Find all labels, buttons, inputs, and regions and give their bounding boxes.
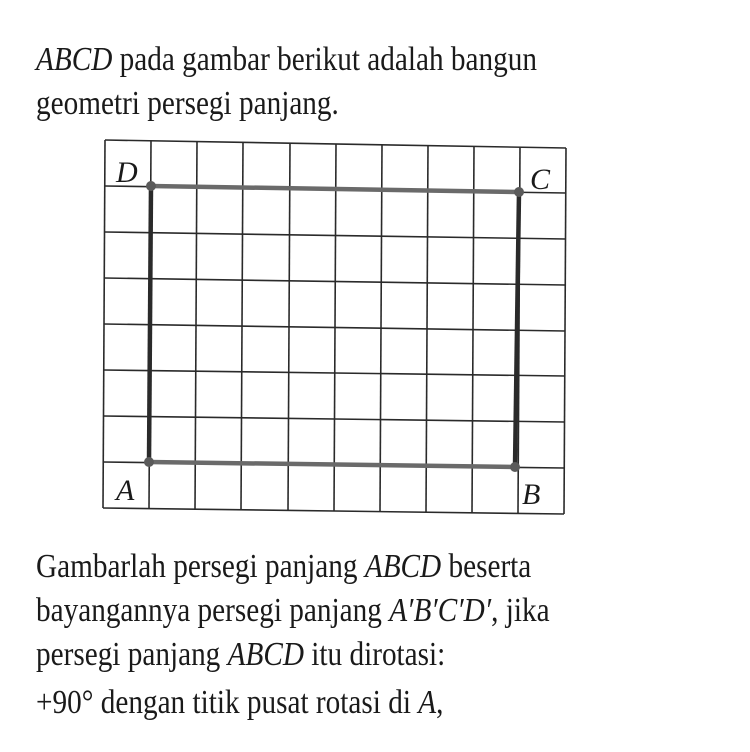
rectangle-name: ABCD bbox=[227, 636, 304, 673]
image-rectangle-name: A′B′C′D′ bbox=[389, 592, 492, 629]
question-line-1: Gambarlah persegi panjang ABCD beserta bbox=[36, 548, 532, 585]
question-line-2: bayangannya persegi panjang A′B′C′D′, jika bbox=[36, 592, 550, 629]
side-da bbox=[149, 186, 151, 462]
rectangle-name: ABCD bbox=[36, 41, 113, 78]
label-b: B bbox=[522, 478, 541, 511]
label-d: D bbox=[116, 156, 138, 189]
vertex-c bbox=[514, 187, 524, 197]
vertex-d bbox=[146, 181, 156, 191]
label-c: C bbox=[530, 163, 551, 196]
vertex-a bbox=[144, 457, 154, 467]
label-a: A bbox=[116, 474, 135, 507]
question-paragraph bbox=[36, 545, 629, 725]
side-ab bbox=[149, 462, 515, 467]
grid-lines bbox=[103, 140, 566, 514]
question-line-3: persegi panjang ABCD itu dirotasi: bbox=[36, 636, 446, 673]
side-dc bbox=[151, 186, 519, 192]
vertex-b bbox=[510, 462, 520, 472]
question-line-4: +90° dengan titik pusat rotasi di A, bbox=[36, 684, 444, 721]
intro-line-2: geometri persegi panjang. bbox=[36, 85, 339, 122]
rectangle-name: ABCD bbox=[364, 548, 442, 585]
rotation-center: A bbox=[418, 684, 437, 721]
intro-text-1: pada gambar berikut adalah bangun bbox=[112, 41, 537, 78]
